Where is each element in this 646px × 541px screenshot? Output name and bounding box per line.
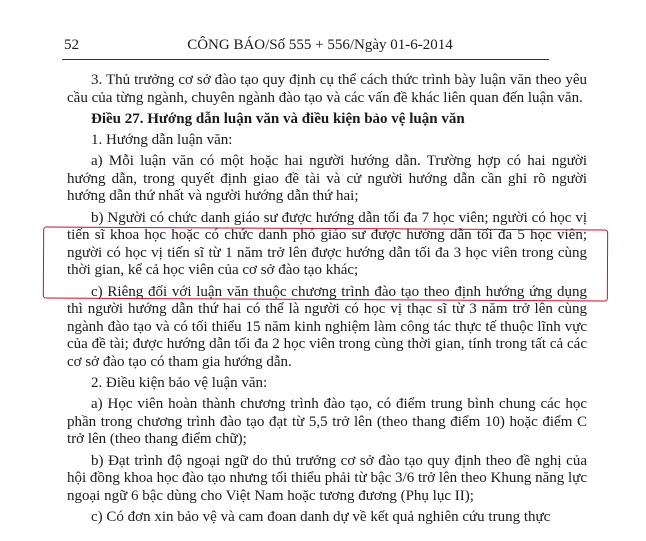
header-divider — [62, 59, 549, 60]
paragraph-3: 3. Thủ trưởng cơ sở đào tạo quy định cụ thể cách thức trình bày luận văn theo yêu cầu của từng ngành, chuyên ngành đào tạo và các vấn đề khác liên quan đến luận văn. — [67, 72, 587, 106]
page-number: 52 — [64, 37, 79, 53]
paragraph-2a: a) Học viên hoàn thành chương trình đào tạo, có điểm trung bình chung các học phần trong chương trình đào tạo đạt từ 5,5 trở lên (theo thang điểm 10) hoặc điểm C trở lên (theo thang điểm chữ); — [67, 396, 587, 448]
paragraph-2c: c) Có đơn xin bảo vệ và cam đoan danh dự về kết quả nghiên cứu trung thực — [91, 509, 551, 525]
paragraph-2b: b) Đạt trình độ ngoại ngữ do thủ trưởng cơ sở đào tạo quy định theo đề nghị của hội đồng khoa học đào tạo nhưng tối thiểu phải từ bậc 3/6 trở lên theo Khung năng lực ngoại ngữ 6 bậc dùng cho Việt Nam hoặc tương đương (Phụ lục II); — [67, 452, 587, 504]
paragraph-1a: a) Mỗi luận văn có một hoặc hai người hướng dẫn. Trường hợp có hai người hướng dẫn, trong quyết định giao đề tài và cử người hướng dẫn cần ghi rõ người hướng dẫn thứ nhất và người hướng dẫn thứ hai; — [67, 153, 587, 205]
gazette-title: CÔNG BÁO/Số 555 + 556/Ngày 01-6-2014 — [187, 37, 453, 53]
page-header — [64, 34, 544, 56]
section-2-heading: 2. Điều kiện bảo vệ luận văn: — [91, 375, 268, 392]
section-1-heading: 1. Hướng dẫn luận văn: — [91, 131, 233, 148]
paragraph-1c: c) Riêng đối với luận văn thuộc chương trình đào tạo theo định hướng ứng dụng thì người hướng dẫn thứ hai có thể là người có học vị thạc sĩ từ 3 năm trở lên cùng ngành đào tạo và có tối thiểu 15 năm kinh nghiệm làm công tác thực tế thuộc lĩnh vực của đề tài; được hướng dẫn tối đa 2 học viên trong cùng thời gian, tính trong tất cả các cơ sở đào tạo có tham gia hướng dẫn. — [67, 283, 587, 370]
document-body — [67, 72, 587, 530]
paragraph-1b: b) Người có chức danh giáo sư được hướng dẫn tối đa 7 học viên; người có học vị tiến sĩ khoa học hoặc có chức danh phó giáo sư được hướng dẫn tối đa 5 học viên; người có học vị tiến sĩ từ 1 năm trở lên được hướng dẫn tối đa 3 học viên trong cùng thời gian, kể cả học viên của cơ sở đào tạo khác; — [67, 209, 587, 279]
article-27-heading: Điều 27. Hướng dẫn luận văn và điều kiện bảo vệ luận văn — [91, 110, 465, 127]
